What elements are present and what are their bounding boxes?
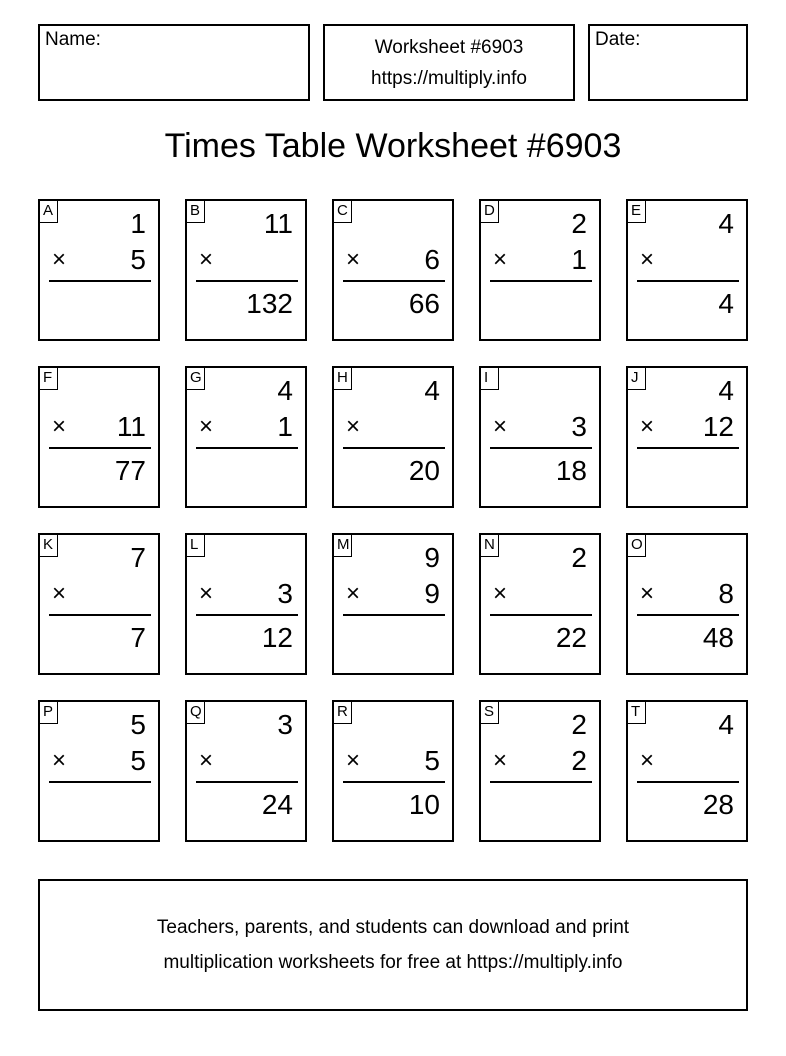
multiplicand[interactable]: 2 <box>571 709 587 740</box>
problem-t <box>626 700 748 842</box>
problem-b <box>185 199 307 341</box>
problem-k <box>38 533 160 675</box>
problem-h <box>332 366 454 508</box>
times-sign: × <box>493 413 508 440</box>
answer-line <box>49 781 151 783</box>
answer-line <box>637 614 739 616</box>
answer-line <box>490 280 592 282</box>
name-field-box[interactable] <box>38 24 310 101</box>
answer-line <box>196 614 298 616</box>
multiplier[interactable]: 3 <box>277 578 293 609</box>
multiplier[interactable]: 9 <box>424 578 440 609</box>
problem-i <box>479 366 601 508</box>
answer-line <box>49 614 151 616</box>
multiplier[interactable]: 5 <box>424 745 440 776</box>
problem-j <box>626 366 748 508</box>
problem-n <box>479 533 601 675</box>
problem-letter: D <box>481 201 499 223</box>
answer-line <box>49 280 151 282</box>
multiplicand[interactable]: 2 <box>571 542 587 573</box>
worksheet-number: Worksheet #6903 <box>374 36 524 58</box>
problem-p <box>38 700 160 842</box>
times-sign: × <box>346 246 361 273</box>
answer-line <box>343 447 445 449</box>
footer-line-2: multiplication worksheets for free at https://multiply.info <box>163 952 623 973</box>
product[interactable]: 20 <box>408 455 440 486</box>
problem-a <box>38 199 160 341</box>
product[interactable]: 28 <box>702 789 734 820</box>
product[interactable]: 66 <box>408 288 440 319</box>
times-sign: × <box>199 580 214 607</box>
problem-letter: G <box>187 368 205 390</box>
times-sign: × <box>640 246 655 273</box>
product[interactable]: 132 <box>246 288 293 319</box>
product[interactable]: 18 <box>555 455 587 486</box>
times-sign: × <box>52 413 67 440</box>
multiplicand[interactable]: 7 <box>130 542 146 573</box>
answer-line <box>343 280 445 282</box>
multiplier[interactable]: 3 <box>571 411 587 442</box>
multiplicand[interactable]: 5 <box>130 709 146 740</box>
product[interactable]: 7 <box>130 622 146 653</box>
worksheet-url: https://multiply.info <box>371 67 527 89</box>
problem-e <box>626 199 748 341</box>
footer-line-1: Teachers, parents, and students can download and print <box>156 917 630 938</box>
times-sign: × <box>52 246 67 273</box>
answer-line <box>490 447 592 449</box>
problem-f <box>38 366 160 508</box>
problem-letter: R <box>334 702 352 724</box>
answer-line <box>637 781 739 783</box>
multiplier[interactable]: 8 <box>718 578 734 609</box>
problem-l <box>185 533 307 675</box>
answer-line <box>637 447 739 449</box>
answer-line <box>343 781 445 783</box>
problem-letter: F <box>40 368 58 390</box>
problem-letter: Q <box>187 702 205 724</box>
answer-line <box>343 614 445 616</box>
problem-letter: J <box>628 368 646 390</box>
problem-letter: O <box>628 535 646 557</box>
times-sign: × <box>640 413 655 440</box>
times-sign: × <box>346 747 361 774</box>
product[interactable]: 24 <box>261 789 293 820</box>
problem-letter: C <box>334 201 352 223</box>
multiplicand[interactable]: 4 <box>718 375 734 406</box>
problem-letter: I <box>481 368 499 390</box>
problem-letter: K <box>40 535 58 557</box>
problem-m <box>332 533 454 675</box>
product[interactable]: 10 <box>408 789 440 820</box>
answer-line <box>49 447 151 449</box>
multiplicand[interactable]: 2 <box>571 208 587 239</box>
multiplicand[interactable]: 1 <box>130 208 146 239</box>
problem-r <box>332 700 454 842</box>
product[interactable]: 12 <box>261 622 293 653</box>
multiplicand[interactable]: 4 <box>277 375 293 406</box>
problem-letter: E <box>628 201 646 223</box>
times-sign: × <box>346 413 361 440</box>
times-sign: × <box>640 580 655 607</box>
answer-line <box>490 781 592 783</box>
multiplicand[interactable]: 3 <box>277 709 293 740</box>
multiplicand[interactable]: 4 <box>718 208 734 239</box>
multiplier[interactable]: 5 <box>130 745 146 776</box>
problem-letter: S <box>481 702 499 724</box>
problem-c <box>332 199 454 341</box>
multiplicand[interactable]: 9 <box>424 542 440 573</box>
date-field-box[interactable] <box>588 24 748 101</box>
multiplier[interactable]: 11 <box>116 411 146 442</box>
page-title: Times Table Worksheet #6903 <box>164 127 622 165</box>
date-label: Date: <box>595 29 641 50</box>
problem-d <box>479 199 601 341</box>
problem-letter: M <box>334 535 352 557</box>
problem-letter: T <box>628 702 646 724</box>
multiplicand[interactable]: 4 <box>718 709 734 740</box>
worksheet-id-box <box>323 24 575 101</box>
answer-line <box>196 280 298 282</box>
problem-letter: A <box>40 201 58 223</box>
multiplicand[interactable]: 11 <box>263 208 293 239</box>
times-sign: × <box>52 747 67 774</box>
times-sign: × <box>199 246 214 273</box>
times-sign: × <box>346 580 361 607</box>
answer-line <box>637 280 739 282</box>
times-sign: × <box>199 747 214 774</box>
problem-letter: L <box>187 535 205 557</box>
times-sign: × <box>52 580 67 607</box>
product[interactable]: 77 <box>114 455 146 486</box>
times-sign: × <box>493 246 508 273</box>
multiplicand[interactable]: 4 <box>424 375 440 406</box>
problem-s <box>479 700 601 842</box>
problem-letter: B <box>187 201 205 223</box>
times-sign: × <box>199 413 214 440</box>
times-sign: × <box>493 580 508 607</box>
problem-letter: P <box>40 702 58 724</box>
times-sign: × <box>640 747 655 774</box>
problem-letter: N <box>481 535 499 557</box>
multiplier[interactable]: 6 <box>424 244 440 275</box>
product[interactable]: 22 <box>555 622 587 653</box>
problem-letter: H <box>334 368 352 390</box>
problem-q <box>185 700 307 842</box>
footer-note <box>38 879 748 1011</box>
times-sign: × <box>493 747 508 774</box>
multiplier[interactable]: 5 <box>130 244 146 275</box>
problem-o <box>626 533 748 675</box>
answer-line <box>490 614 592 616</box>
multiplier[interactable]: 1 <box>571 244 587 275</box>
multiplier[interactable]: 1 <box>277 411 293 442</box>
answer-line <box>196 447 298 449</box>
multiplier[interactable]: 2 <box>571 745 587 776</box>
multiplier[interactable]: 12 <box>702 411 734 442</box>
answer-line <box>196 781 298 783</box>
product[interactable]: 48 <box>702 622 734 653</box>
name-label: Name: <box>45 29 101 50</box>
product[interactable]: 4 <box>718 288 734 319</box>
problem-g <box>185 366 307 508</box>
